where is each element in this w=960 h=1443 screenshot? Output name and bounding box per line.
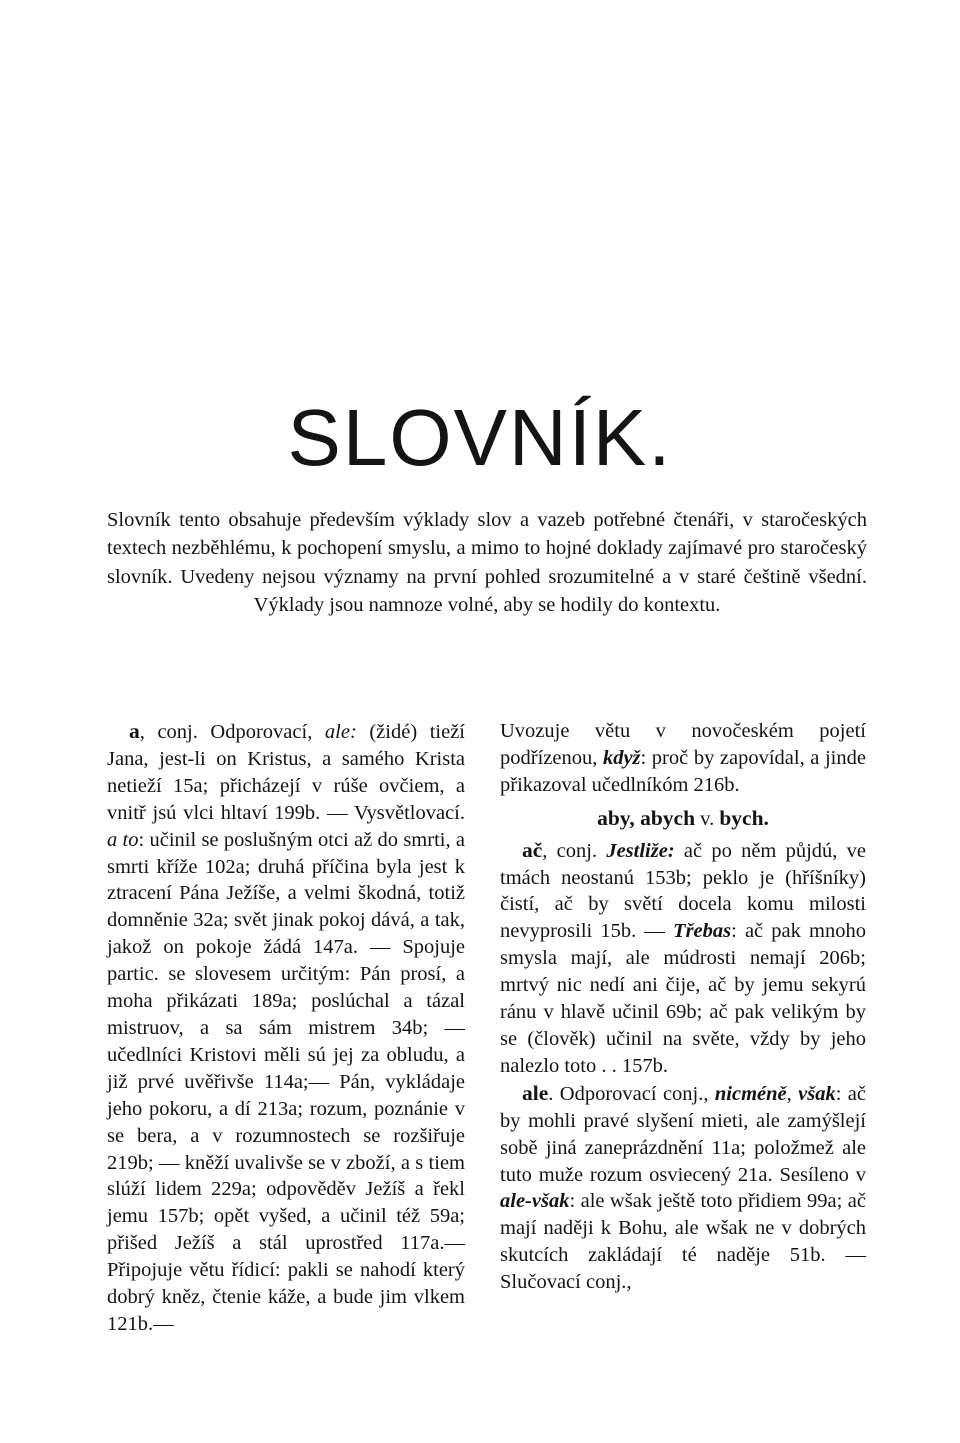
gloss: však — [798, 1082, 836, 1105]
entry-a — [107, 718, 465, 1338]
entry-text: : proč by zapovídal, a jinde přikazoval učedlníkóm 216b. — [500, 746, 866, 796]
gloss: ale-však — [500, 1190, 570, 1213]
headword: ač — [522, 837, 543, 862]
entry-aby — [500, 805, 866, 833]
right-column — [500, 718, 866, 1296]
entry-text: : učinil se poslušným otci až do smrti, a smrti kříže 102a; druhá příčina byla jest k ztracení Pána Ježíše, a velmi škodná, totiž domněnie 32a; svět jinak pokoj dává, a tak, jakož on pokoje žádá 147a. — Spojuje partic. se slovesem určitým: Pán prosí, a moha přikázati 189a; poslúchal a tázal mistruov, a sa sám mistrem 34b; — učedlníci Kristovi měli sú jej za obludu, a již prvé uvěřivše 114a;— Pán, vykládaje jeho pokoru, a dí 213a; rozum, poznánie v se bera, a v rozumnostech se rozšiřuje 219b; — kněží uvalivše se v zboží, a s tiem slúží lidem 229a; odpověděv Ježíš a řekl jemu 157b; opět vyšed, a učinil též 59a; přišed Ježíš a stál uprostřed 117a.— Připojuje větu řídicí: pakli se nahodí který dobrý kněz, čtenie káže, a bude jim vlkem 121b.— — [107, 828, 465, 1335]
entry-text: : ale wšak ještě toto přidiem 99a; ač mají naději k Bohu, ale wšak ne v dobrých skutcích zakládají té naděje 51b. — Slučovací conj., — [500, 1190, 866, 1294]
gloss: když — [602, 746, 641, 769]
cross-reference: bych. — [719, 805, 769, 830]
gloss: nicméně — [714, 1082, 787, 1105]
entry-ale — [500, 1080, 866, 1296]
entry-a-continued — [500, 718, 866, 799]
intro-paragraph: Slovník tento obsahuje především výklady slov a vazeb potřebné čtenáři, v staročeských textech nezběhlému, k pochopení smyslu, a mimo to hojné doklady zajímavé pro staročeský slovník. Uvedeny nejsou významy na první pohled srozumitelné a v staré češtině všední. Výklady jsou namnoze volné, aby se hodily do kontextu. — [107, 509, 867, 617]
headword: a — [129, 719, 140, 743]
entry-text: , conj. Odporovací, — [139, 721, 325, 743]
gloss: Třebas — [673, 920, 732, 943]
entry-text: . Odporovací conj., — [548, 1082, 715, 1105]
entry-text: ač po něm půjdú, ve tmách neostanú 153b; peklo je (hříšníky) čistí, ač by světí docela komu milosti nevyprosili 15b. — — [500, 839, 867, 943]
entry-text: v. — [695, 807, 720, 830]
gloss: ale: — [324, 721, 357, 743]
entry-text: (židé) tieží Jana, jest-li on Kristus, a samého Krista netieží 15a; přicházejí v rúše ovčiem, a vnitř jsú vlci hltaví 199b. — Vysvětlovací. — [107, 721, 465, 824]
entry-text: Uvozuje větu v novočeském pojetí podřízenou, — [500, 720, 866, 769]
entry-ac — [500, 837, 866, 1080]
gloss: Jestliže: — [606, 839, 675, 862]
gloss: a to — [107, 828, 139, 851]
entry-text: : ač by mohli pravé slyšení mieti, ale zamýšlejí sobě jiná zaneprázdnění 11a; položmež ale tuto muže rozum osviecený 21a. Sesíleno v — [500, 1082, 866, 1186]
entry-text: , conj. — [542, 839, 607, 862]
entry-text: : ač pak mnoho smysla mají, ale múdrosti nemají 206b; mrtvý nic nedí ani čije, ač by jemu sekyrú ránu v hlavě učinil 69b; ač pak velikým by se (člověk) učinil na světe, vždy by jeho nalezlo toto . . 157b. — [500, 920, 866, 1077]
left-column — [107, 718, 465, 1338]
headword: aby, abych — [597, 805, 696, 830]
headword: ale — [522, 1080, 549, 1105]
entry-text: , — [786, 1082, 799, 1105]
page-title: SLOVNÍK. — [287, 393, 673, 482]
